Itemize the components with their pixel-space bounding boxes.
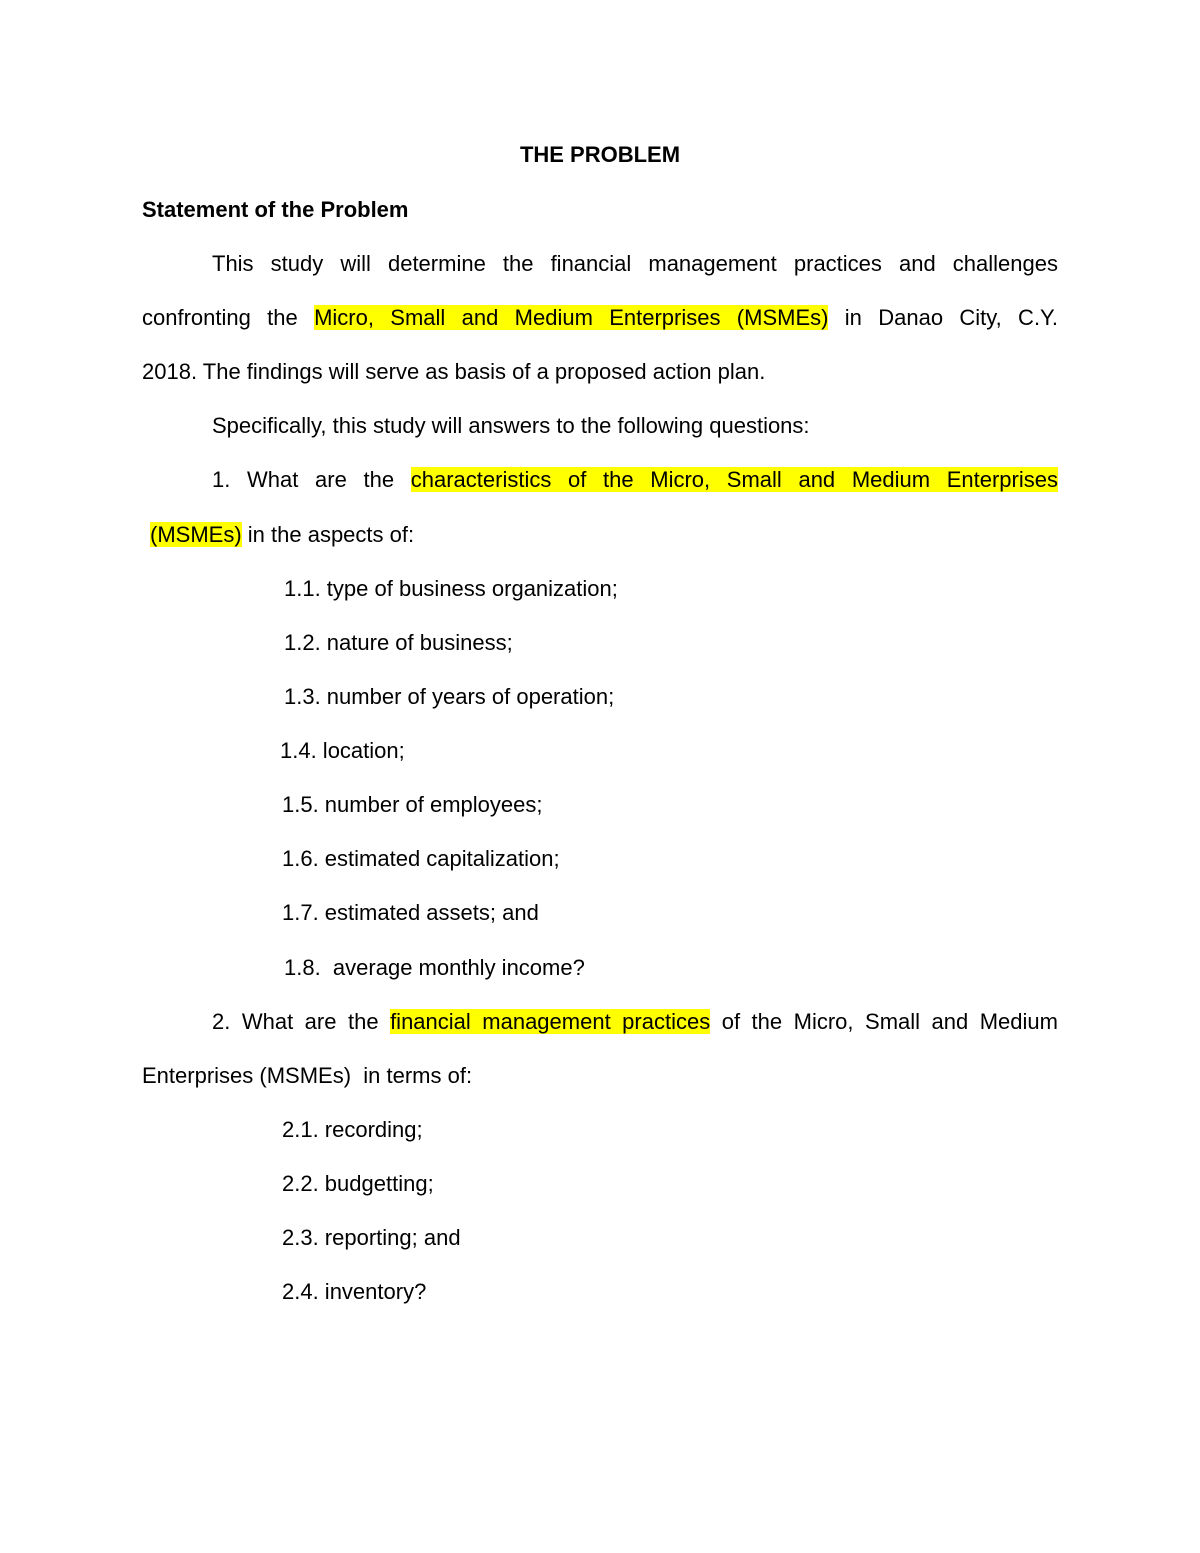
list-item: 1.3. number of years of operation; [284, 684, 615, 709]
list-item: 1.1. type of business organization; [284, 576, 618, 601]
highlight-characteristics: characteristics of the Micro, Small and Medium Enterprises [410, 467, 1058, 492]
list-item: 1.5. number of employees; [282, 792, 543, 817]
highlight-financial-practices: financial management practices [390, 1009, 711, 1034]
question-1-line-2 [150, 521, 414, 549]
specific-questions-intro: Specifically, this study will answers to the following questions: [212, 413, 810, 438]
highlight-msmes-2: (MSMEs) [150, 522, 242, 547]
highlight-msmes: Micro, Small and Medium Enterprises (MSMEs) [314, 305, 829, 330]
question-2-prefix: 2. What are the [212, 1009, 379, 1034]
intro-line2-prefix: confronting the [142, 305, 298, 330]
list-item: 1.7. estimated assets; and [282, 900, 539, 925]
intro-paragraph-line-3: 2018. The findings will serve as basis of a proposed action plan. [142, 359, 766, 384]
list-item: 2.4. inventory? [282, 1279, 427, 1304]
list-item: 1.4. location; [280, 738, 405, 763]
list-item: 1.6. estimated capitalization; [282, 846, 560, 871]
intro-paragraph-line-1: This study will determine the financial management practices and challenges [212, 251, 1058, 276]
question-1-line2-suffix: in the aspects of: [247, 522, 415, 547]
question-2-line-2: Enterprises (MSMEs) in terms of: [142, 1063, 473, 1088]
list-item: 1.2. nature of business; [284, 630, 513, 655]
page-title: THE PROBLEM [519, 142, 681, 167]
question-1-line-1 [212, 466, 1058, 494]
list-item: 2.3. reporting; and [282, 1225, 461, 1250]
question-1-prefix: 1. What are the [212, 467, 395, 492]
list-item: 1.8. average monthly income? [284, 955, 585, 980]
intro-paragraph-line-2 [142, 304, 1058, 332]
question-2-line-1 [212, 1008, 1058, 1036]
question-2-line1-suffix: of the Micro, Small and Medium [721, 1009, 1058, 1034]
list-item: 2.2. budgetting; [282, 1171, 434, 1196]
section-heading: Statement of the Problem [142, 197, 409, 222]
intro-line2-suffix: in Danao City, C.Y. [844, 305, 1059, 330]
list-item: 2.1. recording; [282, 1117, 423, 1142]
